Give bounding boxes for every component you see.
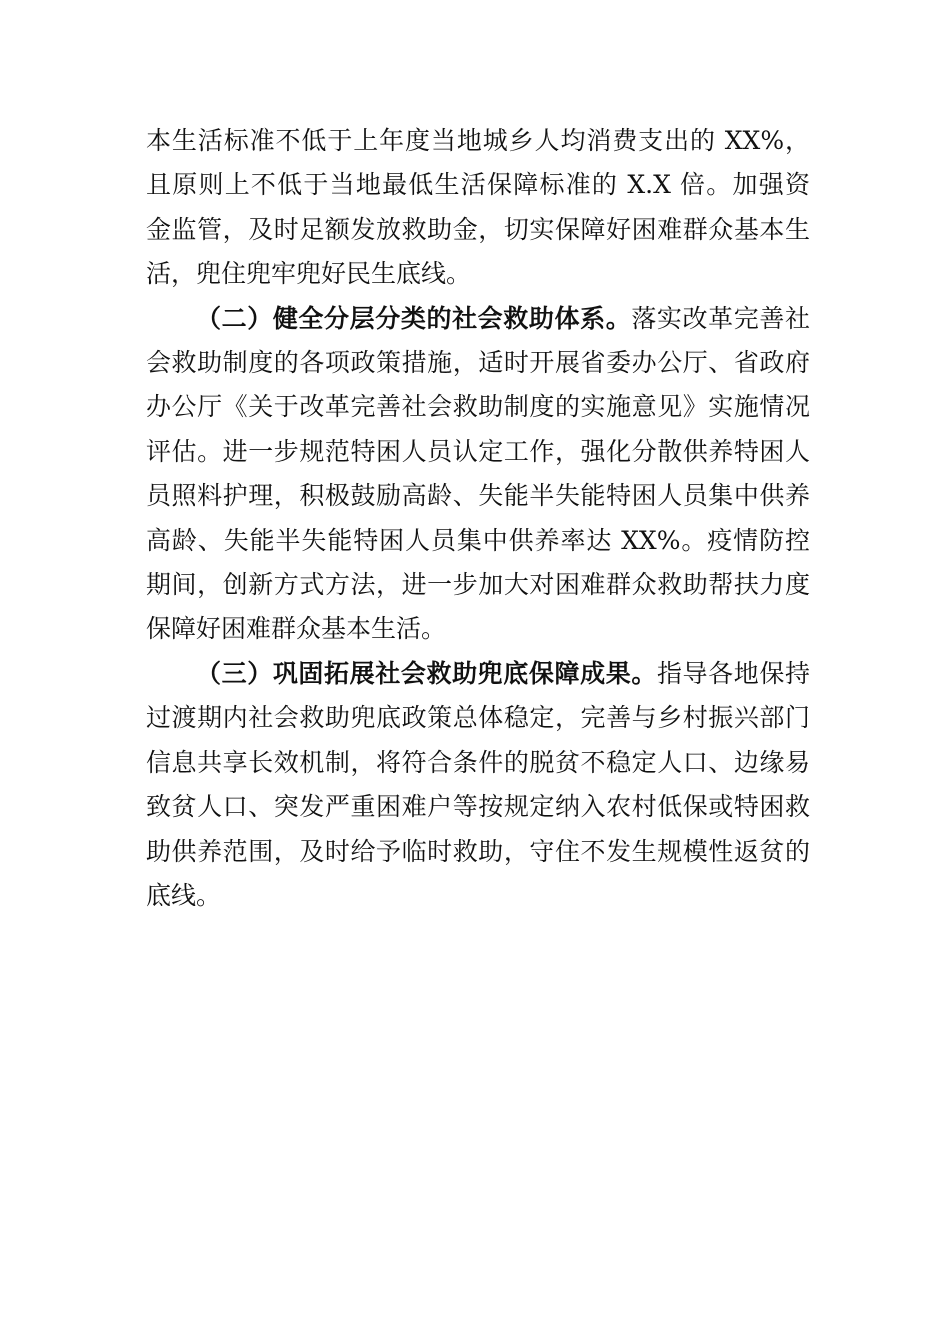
text-line: 会救助制度的各项政策措施，适时开展省委办公厅、省政府 [146,348,810,378]
text-line: 底线。 [146,880,222,910]
heading-continuation: 指导各地保持 [656,658,810,688]
text-line-first [146,652,810,696]
paragraph-1 [146,119,810,297]
text-line: 办公厅《关于改革完善社会救助制度的实施意见》实施情况 [146,392,810,422]
section-heading: （二）健全分层分类的社会救助体系。 [196,303,632,333]
heading-continuation: 落实改革完善社 [631,303,810,333]
text-line: 金监管，及时足额发放救助金，切实保障好困难群众基本生 [146,214,810,244]
text-line: 助供养范围，及时给予临时救助，守住不发生规模性返贫的 [146,836,810,866]
text-line: 信息共享长效机制，将符合条件的脱贫不稳定人口、边缘易 [146,747,810,777]
text-line: 过渡期内社会救助兜底政策总体稳定，完善与乡村振兴部门 [146,703,810,733]
text-line: 评估。进一步规范特困人员认定工作，强化分散供养特困人 [146,436,810,466]
text-line: 致贫人口、突发严重困难户等按规定纳入农村低保或特困救 [146,792,810,822]
text-line: 保障好困难群众基本生活。 [146,614,447,644]
paragraph-2 [146,297,810,652]
text-line: 本生活标准不低于上年度当地城乡人均消费支出的 XX%， [146,126,810,155]
section-heading: （三）巩固拓展社会救助兜底保障成果。 [196,658,657,688]
text-line-first [146,297,810,341]
text-line: 活，兜住兜牢兜好民生底线。 [146,259,472,289]
text-line: 员照料护理，积极鼓励高龄、失能半失能特困人员集中供养 [146,481,810,511]
text-line: 且原则上不低于当地最低生活保障标准的 X.X 倍。加强资 [146,170,810,200]
paragraph-3 [146,652,810,918]
text-line: 高龄、失能半失能特困人员集中供养率达 XX%。疫情防控 [146,525,810,555]
document-body [146,119,810,918]
text-line: 期间，创新方式方法，进一步加大对困难群众救助帮扶力度 [146,570,810,600]
